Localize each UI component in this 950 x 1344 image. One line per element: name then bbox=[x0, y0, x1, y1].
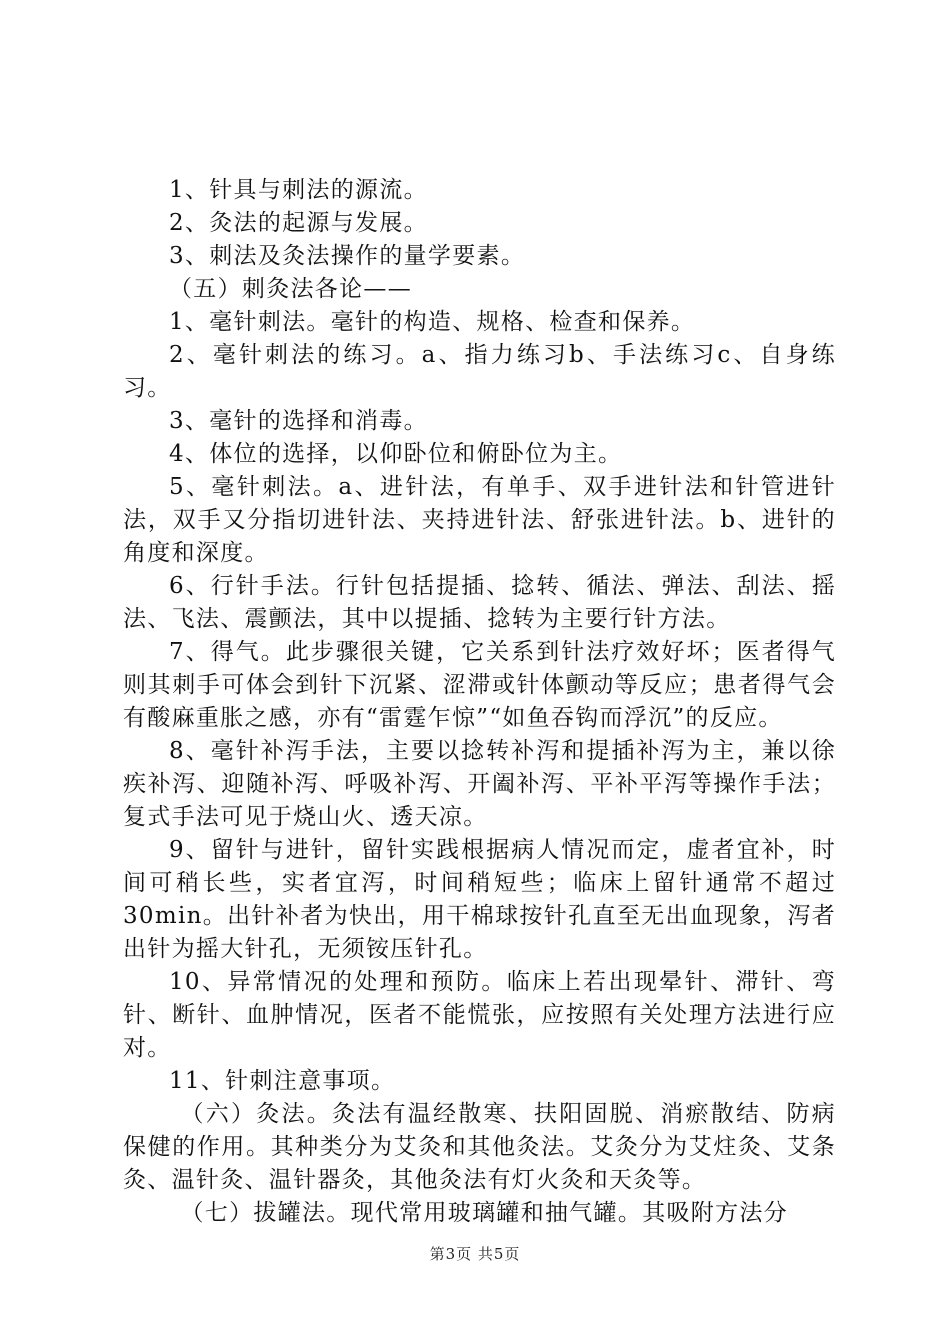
paragraph-6: 2、毫针刺法的练习。a、指力练习b、手法练习c、自身练习。 bbox=[123, 342, 836, 401]
page-number-footer: 第3页 共5页 bbox=[429, 1245, 521, 1263]
paragraph-11: 7、得气。此步骤很关键，它关系到针法疗效好坏；医者得气则其刺手可体会到针下沉紧、涩滞或针体颤动等反应；患者得气会有酸麻重胀之感，亦有“雷霆乍惊”“如鱼吞钩而浮沉”的反应。 bbox=[123, 639, 836, 731]
paragraph-7: 3、毫针的选择和消毒。 bbox=[169, 408, 428, 434]
section-heading-7: （七）拔罐法。现代常用玻璃罐和抽气罐。其吸附方法分 bbox=[180, 1200, 788, 1226]
paragraph-15: 11、针刺注意事项。 bbox=[169, 1068, 396, 1094]
paragraph-13: 9、留针与进针，留针实践根据病人情况而定，虚者宜补，时间可稍长些，实者宜泻，时间稍短些；临床上留针通常不超过30min。出针补者为快出，用干棉球按针孔直至无出血现象，泻者出针为摇大针孔，无须铵压针孔。 bbox=[123, 837, 836, 962]
paragraph-5: 1、毫针刺法。毫针的构造、规格、检查和保养。 bbox=[169, 309, 696, 335]
section-heading-6: （六）灸法。灸法有温经散寒、扶阳固脱、消瘀散结、防病保健的作用。其种类分为艾灸和其他灸法。艾灸分为艾炷灸、艾条灸、温针灸、温针器灸，其他灸法有灯火灸和天灸等。 bbox=[123, 1101, 836, 1193]
document-body bbox=[123, 174, 836, 1230]
paragraph-8: 4、体位的选择，以仰卧位和俯卧位为主。 bbox=[169, 441, 623, 467]
paragraph-3: 3、刺法及灸法操作的量学要素。 bbox=[169, 243, 526, 269]
section-heading-5: （五）刺灸法各论—— bbox=[169, 276, 412, 302]
paragraph-2: 2、灸法的起源与发展。 bbox=[169, 210, 428, 236]
paragraph-1: 1、针具与刺法的源流。 bbox=[169, 177, 428, 203]
paragraph-10: 6、行针手法。行针包括提插、捻转、循法、弹法、刮法、摇法、飞法、震颤法，其中以提插、捻转为主要行针方法。 bbox=[123, 573, 836, 632]
paragraph-9: 5、毫针刺法。a、进针法，有单手、双手进针法和针管进针法，双手又分指切进针法、夹持进针法、舒张进针法。b、进针的角度和深度。 bbox=[123, 474, 836, 566]
paragraph-12: 8、毫针补泻手法，主要以捻转补泻和提插补泻为主，兼以徐疾补泻、迎随补泻、呼吸补泻、开阖补泻、平补平泻等操作手法；复式手法可见于烧山火、透天凉。 bbox=[123, 738, 836, 830]
paragraph-14: 10、异常情况的处理和预防。临床上若出现晕针、滞针、弯针、断针、血肿情况，医者不能慌张，应按照有关处理方法进行应对。 bbox=[123, 969, 836, 1061]
